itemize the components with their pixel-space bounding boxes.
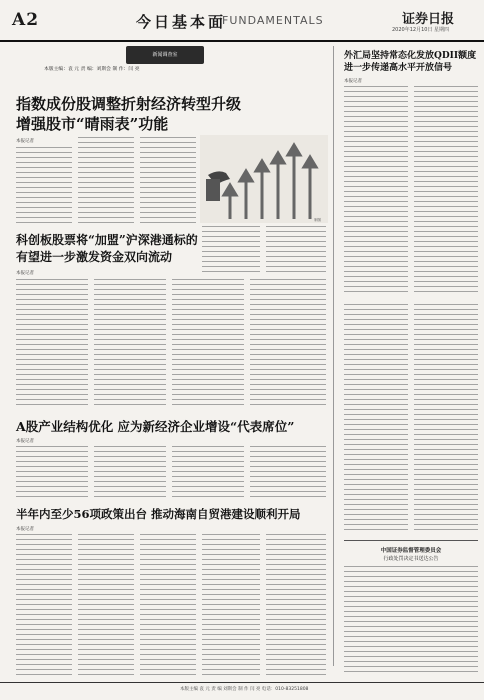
article-3-body-col2 (94, 446, 166, 498)
article-1-body-col3 (140, 137, 196, 225)
article-4-headline[interactable]: 半年内至少56项政策出台 推动海南自贸港建设顺利开局 (16, 507, 301, 521)
article-1-headline[interactable] (16, 94, 316, 134)
article-1-headline-line2: 增强股市“晴雨表”功能 (16, 115, 169, 133)
article-4-body-col3 (140, 534, 196, 676)
article-5-body-col4 (414, 304, 478, 532)
article-2-body-col2 (94, 279, 166, 405)
article-2-body-col4 (250, 279, 326, 405)
notice-rule (344, 540, 478, 541)
article-3-body-col3 (172, 446, 244, 498)
header-rule (0, 40, 484, 42)
section-title-en: FUNDAMENTALS (222, 14, 324, 27)
article-4-body-col1 (16, 534, 72, 676)
article-1-body-col5 (266, 226, 326, 274)
article-5-body-col3 (344, 304, 408, 532)
page-footer: 本版主编 袁 元 责 编 刘斯会 制 作 闫 亮 电话：010-83251808 (180, 687, 309, 692)
article-3-byline: 本报记者 (16, 439, 34, 444)
arrows-illustration (200, 135, 328, 223)
article-5-body-col2 (414, 86, 478, 296)
article-1-body-col2 (78, 137, 134, 225)
article-5-headline[interactable] (344, 50, 478, 74)
page-header (0, 0, 484, 42)
issue-date: 2020年12月10日 星期四 (392, 27, 450, 33)
newspaper-name: 证券日报 (402, 12, 455, 27)
article-5-body-col1 (344, 86, 408, 296)
notice-organization: 中国证券监督管理委员会 (380, 548, 442, 554)
article-4-body-col2 (78, 534, 134, 676)
section-title: 今日基本面 (136, 13, 227, 31)
news-banner (126, 46, 204, 64)
illustration-credit: 制图 (314, 218, 321, 222)
article-5-byline: 本报记者 (344, 79, 362, 84)
article-5-headline-line1: 外汇局坚持常态化发放QDII额度 (344, 51, 477, 61)
notice-title[interactable]: 行政处罚决定书送达公告 (383, 556, 439, 562)
article-5-headline-line2: 进一步传递高水平开放信号 (344, 63, 453, 73)
article-2-byline: 本报记者 (16, 271, 34, 276)
article-3-body-col1 (16, 446, 88, 498)
notice-body (344, 566, 478, 676)
news-banner-label: 新闻调查室 (152, 52, 178, 58)
article-2-headline-line1: 科创板股票将“加盟”沪深港通标的 (16, 233, 198, 247)
article-1-body-col1 (16, 147, 72, 225)
footer-rule (0, 682, 484, 683)
article-1-headline-line1: 指数成份股调整折射经济转型升级 (16, 95, 242, 113)
article-1-byline: 本报记者 (16, 139, 34, 144)
article-2-body-col3 (172, 279, 244, 405)
article-3-headline[interactable]: A股产业结构优化 应为新经济企业增设“代表席位” (16, 419, 295, 434)
article-4-byline: 本报记者 (16, 527, 34, 532)
article-3-body-col4 (250, 446, 326, 498)
article-4-body-col4 (202, 534, 260, 676)
editor-note: 本版主编：袁 元 责 编：刘斯会 制 作：闫 亮 (44, 67, 140, 72)
article-4-body-col5 (266, 534, 326, 676)
page-code: A2 (12, 10, 40, 30)
article-2-headline-line2: 有望进一步激发资金双向流动 (16, 250, 173, 264)
column-divider (333, 46, 334, 666)
article-2-headline[interactable] (16, 232, 256, 266)
article-2-body-col1 (16, 279, 88, 405)
